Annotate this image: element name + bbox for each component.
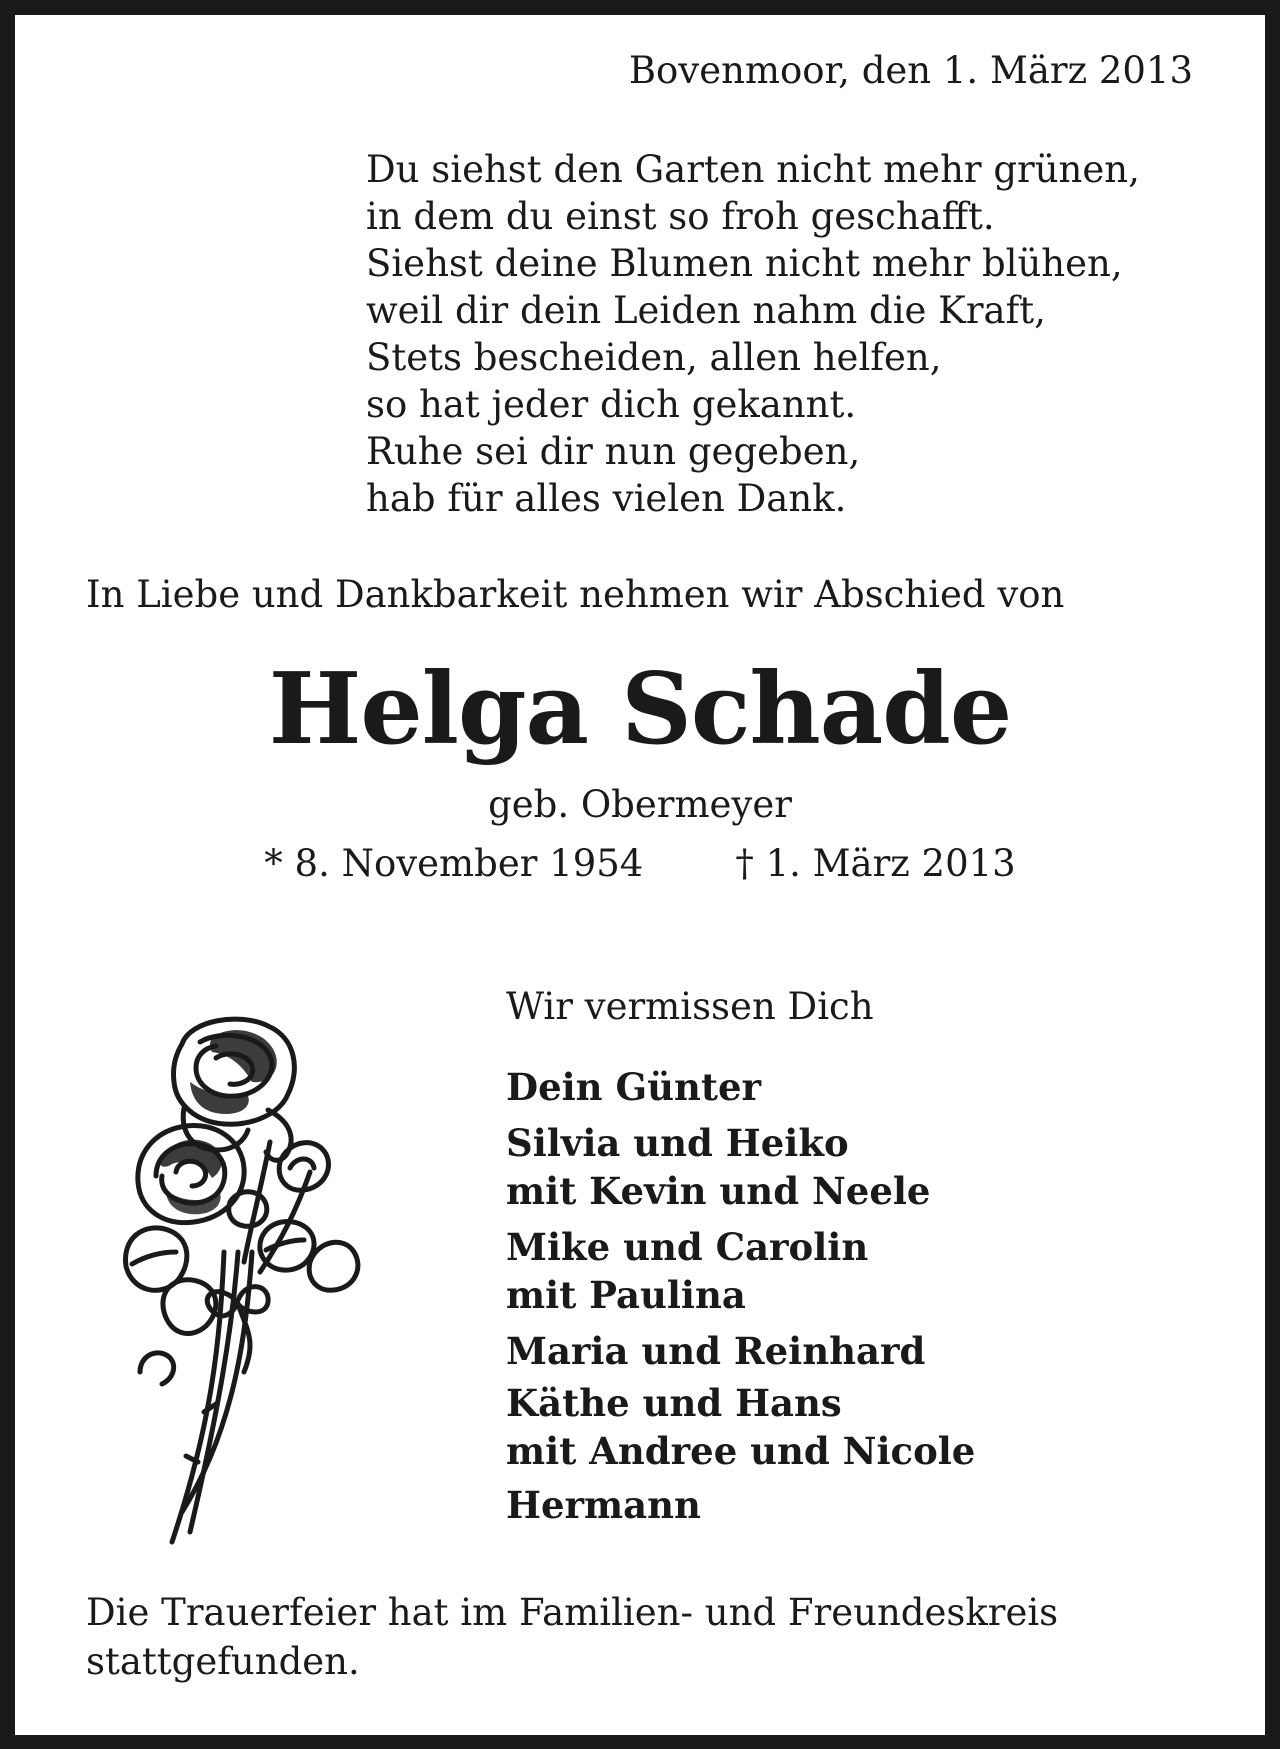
rose-leaf [309, 1242, 358, 1290]
place-and-date: Bovenmoor, den 1. März 2013 [628, 49, 1193, 92]
lower-rose-shading [166, 1190, 221, 1214]
poem-line: so hat jeder dich gekannt. [366, 383, 857, 426]
poem-line: in dem du einst so froh geschafft. [366, 195, 995, 238]
life-dates [0, 842, 1280, 886]
rose-leaf [229, 1192, 267, 1227]
poem-line: Stets bescheiden, allen helfen, [366, 336, 942, 379]
maiden-name: geb. Obermeyer [488, 783, 792, 826]
mourner-line: Hermann [506, 1483, 701, 1527]
top-rose-shading [190, 1082, 249, 1114]
mourner-line: Mike und Carolin [506, 1225, 869, 1269]
mourner-line: Maria und Reinhard [506, 1329, 926, 1373]
poem-line: Siehst deine Blumen nicht mehr blühen, [366, 242, 1123, 285]
intro-text: In Liebe und Dankbarkeit nehmen wir Abschied von [86, 573, 1065, 616]
mourner-line: Silvia und Heiko [506, 1121, 849, 1165]
deceased-name: Helga Schade [268, 652, 1012, 767]
mourners-list [506, 1063, 975, 1529]
mourner-group [506, 1327, 975, 1375]
birth-date: * 8. November 1954 [264, 842, 644, 885]
mourner-group [506, 1223, 975, 1319]
funeral-note [86, 1588, 1058, 1686]
mourner-group [506, 1379, 975, 1475]
mourner-line: mit Kevin und Neele [506, 1169, 931, 1213]
mourner-group [506, 1481, 975, 1529]
funeral-note-line: stattgefunden. [86, 1640, 360, 1683]
mourner-group [506, 1119, 975, 1215]
poem-line: Ruhe sei dir nun gegeben, [366, 430, 861, 473]
funeral-note-line: Die Trauerfeier hat im Familien- und Freundeskreis [86, 1591, 1059, 1634]
mourner-line: mit Andree und Nicole [506, 1429, 976, 1473]
poem-line: hab für alles vielen Dank. [366, 477, 847, 520]
poem-line: weil dir dein Leiden nahm die Kraft, [366, 289, 1046, 332]
mourner-line: Käthe und Hans [506, 1381, 842, 1425]
lower-rose-shading [160, 1140, 222, 1178]
death-date: † 1. März 2013 [735, 842, 1016, 885]
poem [366, 146, 1140, 522]
poem-line: Du siehst den Garten nicht mehr grünen, [366, 148, 1140, 191]
miss-you-line: Wir vermissen Dich [506, 985, 874, 1028]
rose-illustration [120, 1012, 380, 1552]
rose-leaf [140, 1353, 174, 1384]
mourner-group [506, 1063, 975, 1111]
mourner-line: Dein Günter [506, 1065, 761, 1109]
mourner-line: mit Paulina [506, 1273, 746, 1317]
